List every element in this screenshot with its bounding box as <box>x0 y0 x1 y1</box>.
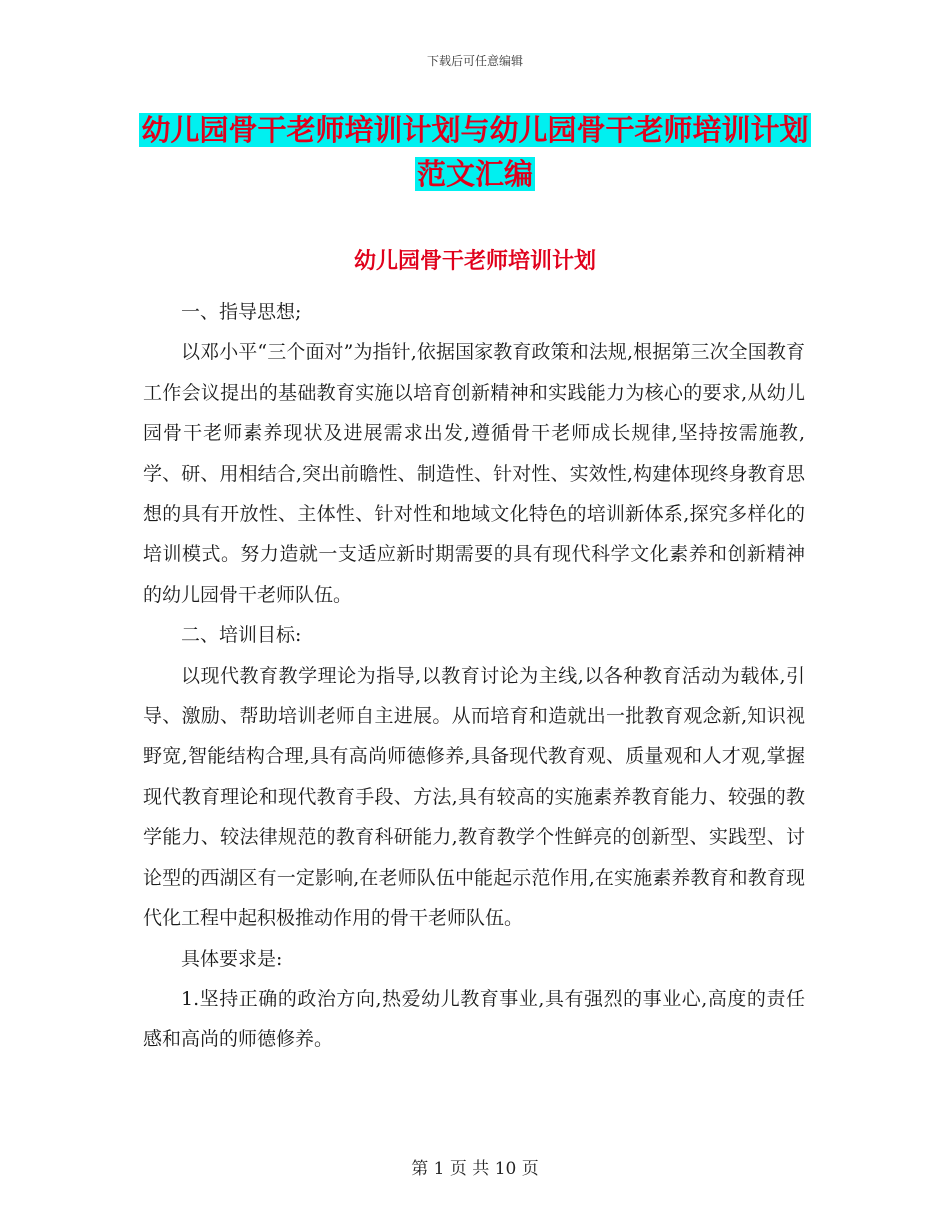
document-body <box>143 292 805 1060</box>
paragraph-training-goals: 以现代教育教学理论为指导,以教育讨论为主线,以各种教育活动为载体,引导、激励、帮助培训老师自主进展。从而培育和造就出一批教育观念新,知识视野宽,智能结构合理,具有高尚师德修养,具备现代教育观、质量观和人才观,掌握现代教育理论和现代教育手段、方法,具有较高的实施素养教育能力、较强的教学能力、较法律规范的教育科研能力,教育教学个性鲜亮的创新型、实践型、讨论型的西湖区有一定影响,在老师队伍中能起示范作用,在实施素养教育和教育现代化工程中起积极推动作用的骨干老师队伍。 <box>143 664 805 930</box>
title-line-1: 幼儿园骨干老师培训计划与幼儿园骨干老师培训计划 <box>141 113 809 147</box>
heading-training-goals: 二、培训目标: <box>181 624 302 647</box>
section-title: 幼儿园骨干老师培训计划 <box>353 249 596 274</box>
requirement-item-1: 1.坚持正确的政治方向,热爱幼儿教育事业,具有强烈的事业心,高度的责任感和高尚的师德修养。 <box>143 987 805 1051</box>
page-number: 第 1 页 共 10 页 <box>411 1159 539 1179</box>
header-note: 下载后可任意编辑 <box>426 54 523 68</box>
document-title <box>0 108 950 196</box>
heading-requirements: 具体要求是: <box>181 947 283 970</box>
title-line-2: 范文汇编 <box>416 157 533 191</box>
paragraph-guiding-ideology: 以邓小平“三个面对”为指针,依据国家教育政策和法规,根据第三次全国教育工作会议提出的基础教育实施以培育创新精神和实践能力为核心的要求,从幼儿园骨干老师素养现状及进展需求出发,遵循骨干老师成长规律,坚持按需施教,学、研、用相结合,突出前瞻性、制造性、针对性、实效性,构建体现终身教育思想的具有开放性、主体性、针对性和地域文化特色的培训新体系,探究多样化的培训模式。努力造就一支适应新时期需要的具有现代科学文化素养和创新精神的幼儿园骨干老师队伍。 <box>143 341 805 606</box>
heading-guiding-ideology: 一、指导思想; <box>181 301 302 323</box>
